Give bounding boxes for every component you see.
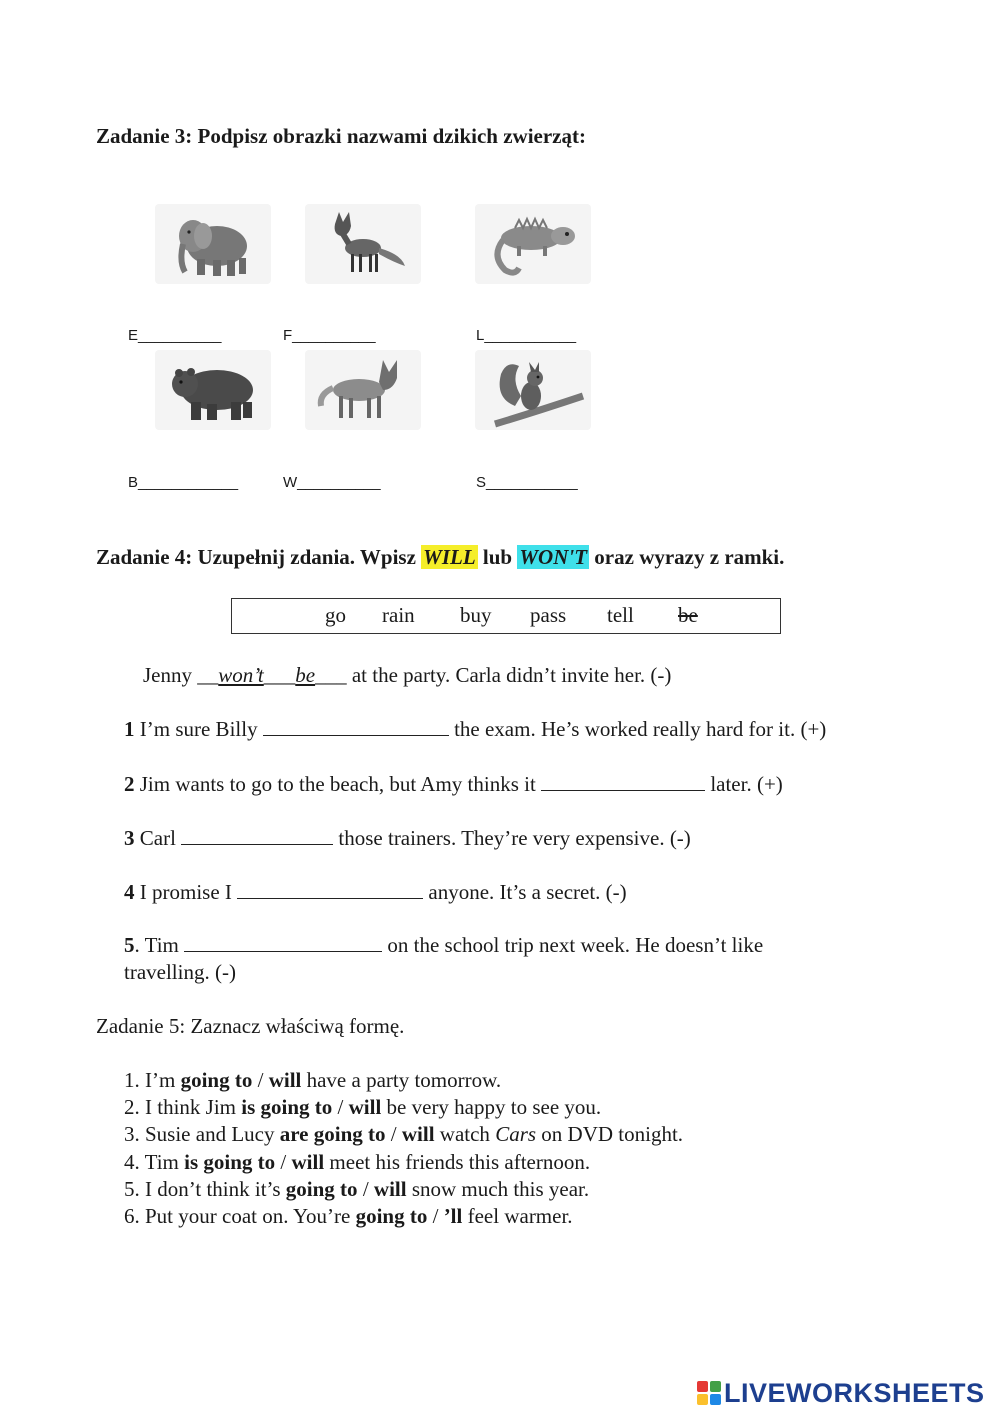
example-before: Jenny __	[143, 663, 219, 687]
sentence-sep: .	[134, 933, 140, 957]
label-bear[interactable]: B____________	[128, 474, 239, 491]
task5-item-3: 3. Susie and Lucy are going to / will watch Cars on DVD tonight.	[124, 1122, 684, 1147]
word-pass: pass	[530, 603, 567, 627]
bear-image	[155, 350, 271, 430]
word-tell: tell	[607, 603, 634, 627]
sentence-number: 4	[124, 880, 135, 904]
word-be-example: be	[678, 603, 698, 627]
answer-blank-4[interactable]	[237, 880, 423, 899]
answer-blank-3[interactable]	[181, 826, 333, 845]
sentence-text: anyone. It’s a secret. (-)	[428, 880, 627, 904]
choice-going-to[interactable]: going to	[355, 1204, 428, 1229]
choice-will[interactable]: will	[268, 1068, 302, 1092]
label-lizard[interactable]: L___________	[476, 327, 577, 344]
choice-going-to[interactable]: are going to	[279, 1122, 386, 1147]
sentence-5-continued: travelling. (-)	[124, 960, 236, 984]
label-elephant[interactable]: E__________	[128, 327, 222, 344]
answer-blank-2[interactable]	[541, 772, 705, 791]
task4-heading-text-1: Zadanie 4: Uzupełnij zdania. Wpisz	[96, 545, 422, 569]
sentence-number: 2	[124, 772, 135, 796]
sentence-text: I promise I	[139, 880, 232, 904]
word-buy: buy	[460, 603, 492, 627]
logo-square-icon	[697, 1394, 708, 1405]
sentence-text: later. (+)	[710, 772, 783, 796]
task5-heading: Zadanie 5: Zaznacz właściwą formę.	[96, 1014, 405, 1038]
word-box	[231, 598, 781, 634]
will-highlight: WILL	[423, 545, 476, 569]
example-mid: ___	[263, 663, 296, 687]
sentence-3	[124, 825, 691, 852]
sentence-text: Jim wants to go to the beach, but Amy thinks it	[139, 772, 536, 796]
sentence-text: I’m sure Billy	[139, 717, 258, 741]
sentence-1	[124, 716, 826, 743]
task5-item-4: 4. Tim is going to / will meet his friends this afternoon.	[124, 1149, 591, 1174]
choice-going-to[interactable]: going to	[180, 1068, 253, 1092]
logo-square-icon	[710, 1381, 721, 1392]
task5-item-6: 6. Put your coat on. You’re going to / ’ll feel warmer.	[124, 1204, 573, 1229]
sentence-5	[124, 932, 763, 959]
task5-item-5: 5. I don’t think it’s going to / will snow much this year.	[124, 1176, 590, 1201]
word-rain: rain	[382, 603, 415, 627]
task3-heading: Zadanie 3: Podpisz obrazki nazwami dzikich zwierząt:	[96, 124, 586, 148]
task5-item-2: 2. I think Jim is going to / will be very happy to see you.	[124, 1095, 602, 1120]
logo-square-icon	[710, 1394, 721, 1405]
example-sentence	[143, 662, 671, 689]
task4-heading-text-3: oraz wyrazy z ramki.	[589, 545, 785, 569]
label-wolf[interactable]: W__________	[283, 474, 381, 491]
answer-blank-1[interactable]	[263, 717, 449, 736]
wont-highlight: WON'T	[519, 545, 588, 569]
label-squirrel[interactable]: S___________	[476, 474, 578, 491]
example-answer-1: won’t	[218, 663, 264, 687]
sentence-number: 1	[124, 717, 135, 741]
task4-heading	[96, 545, 784, 570]
squirrel-image	[475, 350, 591, 430]
label-fox[interactable]: F__________	[283, 327, 376, 344]
logo-square-icon	[697, 1381, 708, 1392]
sentence-number: 5	[124, 933, 135, 957]
sentence-4	[124, 879, 627, 906]
choice-will[interactable]: will	[401, 1122, 435, 1147]
sentence-text: on the school trip next week. He doesn’t like	[387, 933, 764, 957]
lizard-image	[475, 204, 591, 284]
choice-will[interactable]: will	[373, 1176, 407, 1201]
sentence-text: Tim	[144, 933, 179, 957]
sentence-text: those trainers. They’re very expensive. (-)	[338, 826, 691, 850]
choice-will[interactable]: will	[291, 1149, 325, 1174]
sentence-text: the exam. He’s worked really hard for it. (+)	[454, 717, 827, 741]
choice-will[interactable]: will	[348, 1095, 382, 1120]
liveworksheets-logo[interactable]	[697, 1377, 985, 1409]
choice-going-to[interactable]: is going to	[241, 1095, 333, 1120]
task4-heading-text-2: lub	[477, 545, 518, 569]
wolf-image	[305, 350, 421, 430]
logo-mark-icon	[697, 1381, 721, 1405]
logo-text: LIVEWORKSHEETS	[724, 1377, 985, 1408]
task5-item-1: 1. I’m going to / will have a party tomorrow.	[124, 1068, 502, 1092]
movie-title: Cars	[495, 1122, 537, 1147]
choice-will[interactable]: ’ll	[443, 1204, 463, 1229]
sentence-number: 3	[124, 826, 135, 850]
answer-blank-5[interactable]	[184, 933, 382, 952]
fox-image	[305, 204, 421, 284]
example-after: ___ at the party. Carla didn’t invite her. (-)	[315, 663, 672, 687]
task5-list	[124, 1067, 683, 1230]
example-answer-2: be	[295, 663, 316, 687]
choice-going-to[interactable]: is going to	[184, 1149, 276, 1174]
sentence-2	[124, 771, 783, 798]
word-go: go	[325, 603, 346, 627]
choice-going-to[interactable]: going to	[285, 1176, 358, 1201]
elephant-image	[155, 204, 271, 284]
sentence-text: Carl	[139, 826, 176, 850]
